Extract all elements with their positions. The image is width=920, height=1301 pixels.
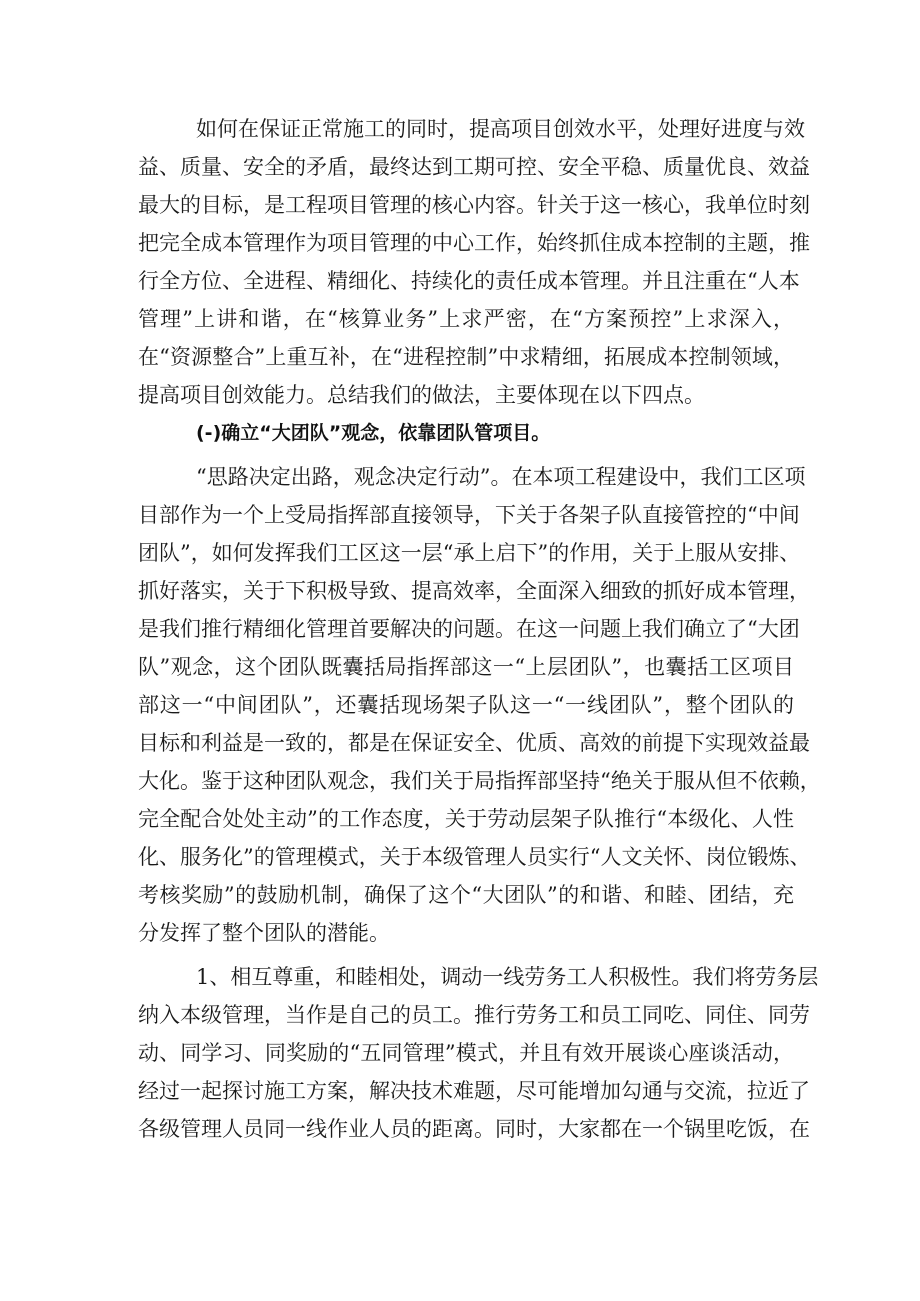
paragraph-2-line-4: 抓好落实，关于下积极导致、提高效率，全面深入细致的抓好成本管理，: [138, 579, 810, 603]
paragraph-1-line-8: 提高项目创效能力。总结我们的做法，主要体现在以下四点。: [138, 383, 705, 407]
paragraph-3-line-2: 纳入本级管理，当作是自己的员工。推行劳务工和员工同吃、同住、同劳: [138, 1003, 810, 1027]
paragraph-2-line-13: 分发挥了整个团队的潜能。: [138, 921, 390, 945]
paragraph-1-line-5: 行全方位、全进程、精细化、持续化的责任成本管理。并且注重在“人本: [138, 269, 800, 293]
section-heading: (-)确立“大团队”观念，依靠团队管项目。: [196, 422, 551, 444]
paragraph-2-line-9: 大化。鉴于这种团队观念，我们关于局指挥部坚持“绝关于服从但不依赖，: [138, 769, 821, 793]
paragraph-2-line-12: 考核奖励”的鼓励机制，确保了这个“大团队”的和谐、和睦、团结，充: [138, 883, 794, 907]
paragraph-2-line-5: 是我们推行精细化管理首要解决的问题。在这一问题上我们确立了“大团: [138, 617, 800, 641]
paragraph-1-line-3: 最大的目标，是工程项目管理的核心内容。针关于这一核心，我单位时刻: [138, 193, 810, 217]
paragraph-2-line-11: 化、服务化”的管理模式，关于本级管理人员实行“人文关怀、岗位锻炼、: [138, 845, 811, 869]
paragraph-1-line-1: 如何在保证正常施工的同时，提高项目创效水平，处理好进度与效: [196, 117, 805, 141]
paragraph-2-line-2: 目部作为一个上受局指挥部直接领导，下关于各架子队直接管控的“中间: [138, 503, 800, 527]
paragraph-1-line-7: 在“资源整合”上重互补，在“进程控制”中求精细，拓展成本控制领域，: [138, 345, 794, 369]
paragraph-2-line-8: 目标和利益是一致的，都是在保证安全、优质、高效的前提下实现效益最: [138, 731, 810, 755]
paragraph-2-line-6: 队”观念，这个团队既囊括局指挥部这一“上层团队”，也囊括工区项目: [138, 655, 794, 679]
paragraph-1-line-2: 益、质量、安全的矛盾，最终达到工期可控、安全平稳、质量优良、效益: [138, 155, 810, 179]
paragraph-3-line-4: 经过一起探讨施工方案，解决技术难题，尽可能增加勾通与交流，拉近了: [138, 1079, 810, 1103]
paragraph-1-line-6: 管理”上讲和谐，在“核算业务”上求严密，在“方案预控”上求深入，: [138, 307, 794, 331]
paragraph-2-line-7: 部这一“中间团队”，还囊括现场架子队这一“一线团队”，整个团队的: [138, 693, 794, 717]
paragraph-2-line-3: 团队”，如何发挥我们工区这一层“承上启下”的作用，关于上服从安排、: [138, 541, 801, 565]
paragraph-2-line-1: “思路决定出路，观念决定行动”。在本项工程建设中，我们工区项: [196, 465, 806, 489]
paragraph-3-line-1: 1、相互尊重，和睦相处，调动一线劳务工人积极性。我们将劳务层: [196, 965, 819, 989]
paragraph-1-line-4: 把完全成本管理作为项目管理的中心工作，始终抓住成本控制的主题，推: [138, 231, 810, 255]
paragraph-2-line-10: 完全配合处处主动”的工作态度，关于劳动层架子队推行“本级化、人性: [138, 807, 794, 831]
paragraph-3-line-3: 动、同学习、同奖励的“五同管理”模式，并且有效开展谈心座谈活动，: [138, 1041, 794, 1065]
paragraph-3-line-5: 各级管理人员同一线作业人员的距离。同时，大家都在一个锅里吃饭，在: [138, 1117, 810, 1141]
